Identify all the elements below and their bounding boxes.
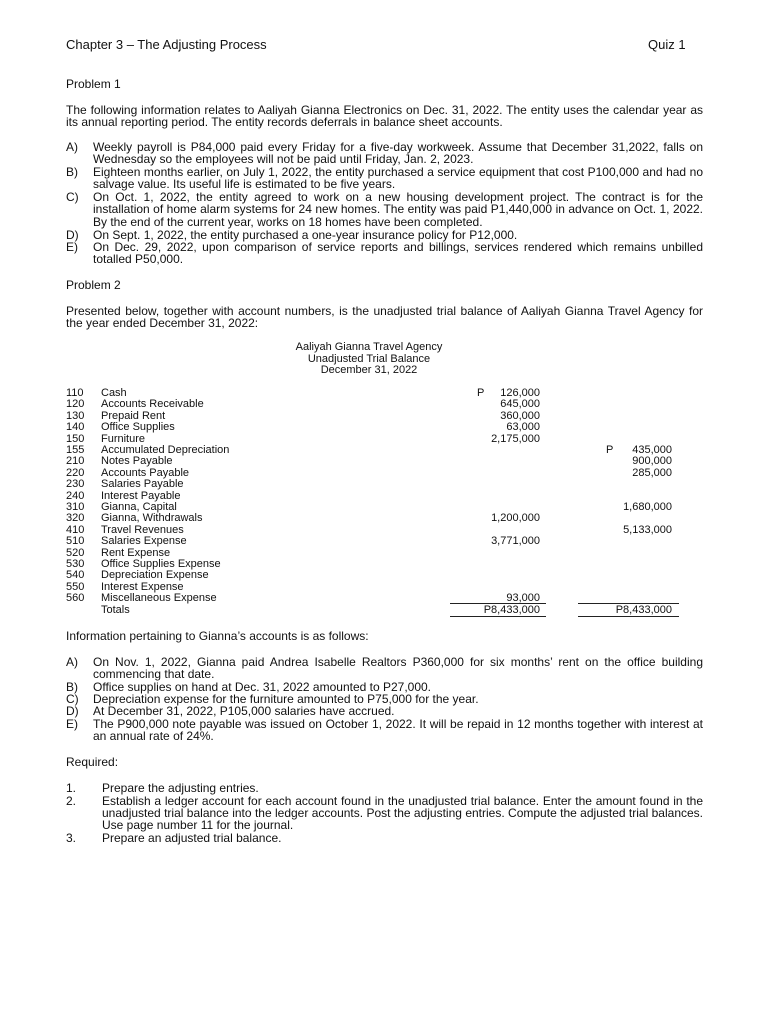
item-text: Depreciation expense for the furniture amounted to P75,000 for the year. xyxy=(93,692,479,706)
required-item-2 xyxy=(66,795,703,832)
credit-total-rule-top xyxy=(578,603,679,604)
account-number: 155 xyxy=(66,444,85,456)
totals-label: Totals xyxy=(101,603,130,616)
info-item-e xyxy=(66,718,703,743)
credit-total: P8,433,000 xyxy=(615,603,672,616)
chapter-title: Chapter 3 – The Adjusting Process xyxy=(66,37,267,52)
account-name: Office Supplies xyxy=(101,421,175,434)
problem2-title: Problem 2 xyxy=(66,278,121,292)
quiz-label: Quiz 1 xyxy=(648,37,686,52)
debit-currency-symbol: P xyxy=(477,387,485,399)
credit-currency-symbol: P xyxy=(606,444,614,456)
required-title: Required: xyxy=(66,755,119,769)
account-name: Cash xyxy=(101,387,127,399)
account-name: Accounts Payable xyxy=(101,466,190,479)
item-label: 3. xyxy=(66,831,77,845)
item-text: On Oct. 1, 2022, the entity agreed to work on a new housing development project. The contract is for the installation of home alarm systems for 24 new homes. The entity was paid P1,440,000 in advance on Oct. 1, 2022. By the end of the current year, works on 18 homes have been completed. xyxy=(93,190,703,229)
credit-amount: 1,680,000 xyxy=(623,501,672,513)
account-name: Miscellaneous Expense xyxy=(101,592,217,605)
account-number: 120 xyxy=(66,398,85,411)
account-number: 240 xyxy=(66,489,85,502)
item-text: Eighteen months earlier, on July 1, 2022, the entity purchased a service equipment that cost P100,000 and had no salvage value. Its useful life is estimated to be five years. xyxy=(93,165,703,192)
account-name: Notes Payable xyxy=(101,455,173,468)
item-label: C) xyxy=(66,692,79,706)
account-number: 220 xyxy=(66,466,85,479)
account-number: 140 xyxy=(66,421,85,434)
account-name: Salaries Expense xyxy=(101,535,187,548)
account-name: Salaries Payable xyxy=(101,478,184,491)
account-number: 230 xyxy=(66,478,85,491)
credit-total-rule-bottom xyxy=(578,616,679,617)
account-name: Accumulated Depreciation xyxy=(101,444,230,456)
item-label: E) xyxy=(66,240,78,254)
debit-amount: 93,000 xyxy=(506,592,540,605)
item-label: E) xyxy=(66,716,78,731)
debit-total-rule-bottom xyxy=(450,616,546,617)
item-text: On Nov. 1, 2022, Gianna paid Andrea Isabelle Realtors P360,000 for six months’ rent on the office building commencing that date. xyxy=(93,655,703,682)
account-name: Prepaid Rent xyxy=(101,409,166,422)
item-text: The P900,000 note payable was issued on October 1, 2022. It will be repaid in 12 months together with interest at an annual rate of 24%. xyxy=(93,716,703,743)
account-name: Accounts Receivable xyxy=(101,398,204,411)
account-number: 150 xyxy=(66,432,85,445)
account-number: 530 xyxy=(66,558,85,570)
account-number: 310 xyxy=(66,501,85,513)
debit-amount: 360,000 xyxy=(500,409,540,422)
account-number: 110 xyxy=(66,387,84,399)
account-number: 320 xyxy=(66,512,85,525)
item-text: Office supplies on hand at Dec. 31, 2022 amounted to P27,000. xyxy=(93,679,432,694)
tb-date: December 31, 2022 xyxy=(320,364,418,376)
problem1-item-c xyxy=(66,191,703,228)
item-text: Establish a ledger account for each account found in the unadjusted trial balance. Enter the amount found in the unadjusted trial balance into the ledger accounts. Post the adjusting entries. Compute the adjusted trial balances. Use page number 11 for the journal. xyxy=(102,793,703,833)
debit-amount: 126,000 xyxy=(500,387,540,399)
tb-statement-name: Unadjusted Trial Balance xyxy=(307,352,431,365)
item-label: B) xyxy=(66,165,78,179)
required-item-1 xyxy=(66,782,703,794)
item-label: C) xyxy=(66,190,79,204)
credit-amount: 5,133,000 xyxy=(623,523,672,536)
item-text: Prepare the adjusting entries. xyxy=(102,781,259,795)
problem1-intro: The following information relates to Aaliyah Gianna Electronics on Dec. 31, 2022. The entity uses the calendar year as its annual reporting period. The entity records deferrals in balance sheet accounts. xyxy=(66,103,703,130)
item-text: On Sept. 1, 2022, the entity purchased a one-year insurance policy for P12,000. xyxy=(93,228,518,242)
account-number: 130 xyxy=(66,409,85,422)
credit-amount: 435,000 xyxy=(632,444,672,456)
item-text: Weekly payroll is P84,000 paid every Friday for a five-day workweek. Assume that December 31,2022, falls on Wednesday so the employees will not be paid until Friday, Jan. 2, 2023. xyxy=(93,140,703,167)
account-name: Furniture xyxy=(101,432,146,445)
account-number: 520 xyxy=(66,546,85,559)
problem1-item-a xyxy=(66,141,703,166)
debit-total: P8,433,000 xyxy=(483,603,540,616)
account-number: 410 xyxy=(66,523,85,536)
account-number: 550 xyxy=(66,580,85,593)
account-name: Interest Payable xyxy=(101,489,181,502)
debit-amount: 1,200,000 xyxy=(491,512,540,525)
item-label: D) xyxy=(66,228,79,242)
account-name: Gianna, Withdrawals xyxy=(101,512,203,525)
item-label: B) xyxy=(66,679,78,694)
debit-amount: 3,771,000 xyxy=(491,535,540,548)
required-item-3 xyxy=(66,832,703,844)
problem1-item-b xyxy=(66,166,703,191)
info-item-a xyxy=(66,656,703,681)
account-name: Office Supplies Expense xyxy=(101,558,221,570)
tb-row xyxy=(66,536,706,547)
info-item-b xyxy=(66,681,703,693)
problem1-item-e xyxy=(66,241,703,266)
account-name: Rent Expense xyxy=(101,546,171,559)
debit-total-rule-top xyxy=(450,603,546,604)
item-label: A) xyxy=(66,655,78,669)
account-name: Travel Revenues xyxy=(101,523,184,536)
debit-amount: 645,000 xyxy=(500,398,540,411)
account-number: 510 xyxy=(66,535,85,548)
item-label: D) xyxy=(66,704,79,718)
account-number: 210 xyxy=(66,455,85,468)
account-number: 540 xyxy=(66,569,85,582)
debit-amount: 2,175,000 xyxy=(491,432,540,445)
tb-totals-row xyxy=(66,605,706,616)
problem2-intro: Presented below, together with account numbers, is the unadjusted trial balance of Aaliyah Gianna Travel Agency for the year ended December 31, 2022: xyxy=(66,304,703,331)
item-label: 2. xyxy=(66,793,77,808)
problem1-title: Problem 1 xyxy=(66,77,121,91)
tb-row xyxy=(66,422,706,433)
credit-amount: 285,000 xyxy=(632,466,672,479)
account-number: 560 xyxy=(66,592,85,605)
item-text: At December 31, 2022, P105,000 salaries have accrued. xyxy=(93,704,395,718)
credit-amount: 900,000 xyxy=(632,455,672,468)
account-name: Interest Expense xyxy=(101,580,184,593)
account-name: Gianna, Capital xyxy=(101,501,177,513)
info-intro: Information pertaining to Gianna’s accounts is as follows: xyxy=(66,629,369,643)
item-text: Prepare an adjusted trial balance. xyxy=(102,831,282,845)
info-item-d xyxy=(66,705,703,717)
tb-row xyxy=(66,479,706,490)
account-name: Depreciation Expense xyxy=(101,569,209,582)
item-text: On Dec. 29, 2022, upon comparison of service reports and billings, services rendered which remains unbilled totalled P50,000. xyxy=(93,240,703,267)
tb-company-name: Aaliyah Gianna Travel Agency xyxy=(295,341,443,353)
item-label: A) xyxy=(66,140,78,154)
debit-amount: 63,000 xyxy=(506,421,540,434)
item-label: 1. xyxy=(66,781,77,795)
